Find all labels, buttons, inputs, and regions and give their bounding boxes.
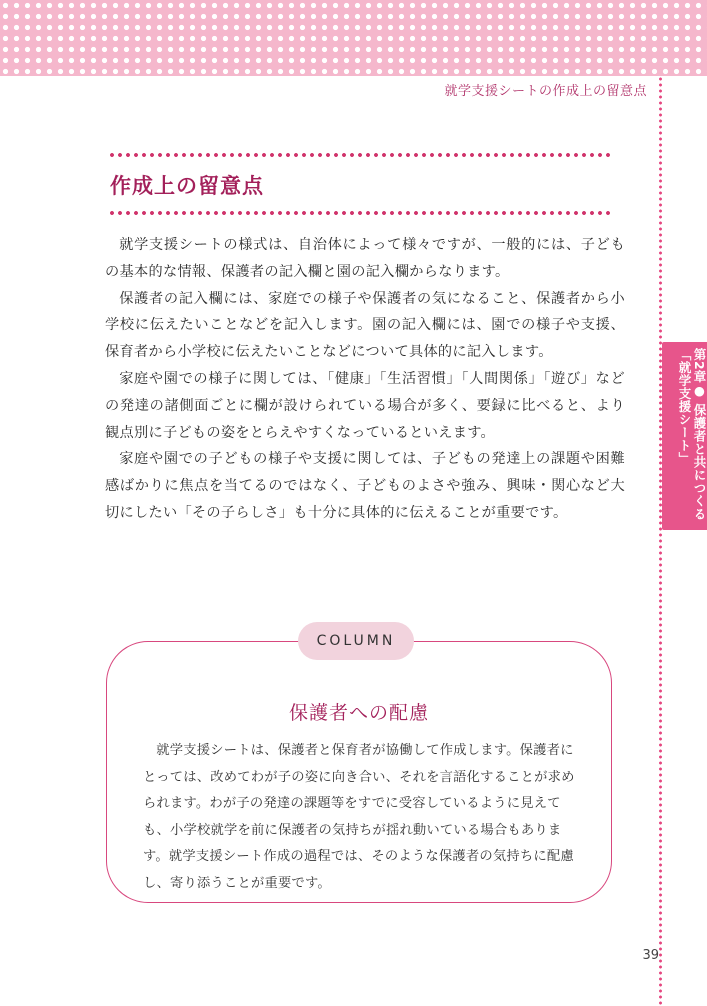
column-title: 保護者への配慮 (288, 702, 429, 724)
body-text (105, 232, 625, 527)
page-number: 39 (642, 948, 659, 963)
chapter-tab-label: 第2章● 保護者と共につくる「就学支援シート」 (677, 348, 707, 521)
column-label-pill: COLUMN (298, 622, 414, 660)
body-paragraph: 家庭や園での子どもの様子や支援に関しては、子どもの発達上の課題や困難感ばかりに焦点を当てるのではなく、子どものよさや強み、興味・関心など大切にしたい「その子らしさ」も十分に具体的に伝えることが重要です。 (105, 451, 625, 521)
column-paragraph: 就学支援シートは、保護者と保育者が協働して作成します。保護者にとっては、改めてわが子の姿に向き合い、それを言語化することが求められます。わが子の発達の課題等をすでに受容しているように見えても、小学校就学を前に保護者の気持ちが揺れ動いている場合もあります。就学支援シート作成の過程では、そのような保護者の気持ちに配慮し、寄り添うことが重要です。 (143, 743, 575, 891)
title-dotted-rule-top (108, 153, 613, 157)
section-title: 作成上の留意点 (110, 174, 264, 198)
body-paragraph: 就学支援シートの様式は、自治体によって様々ですが、一般的には、子どもの基本的な情報、保護者の記入欄と園の記入欄からなります。 (105, 237, 625, 280)
body-paragraph: 家庭や園での様子に関しては、「健康」「生活習慣」「人間関係」「遊び」などの発達の諸側面ごとに欄が設けられている場合が多く、要録に比べると、より観点別に子どもの姿をとらえやすくなっているといえます。 (105, 370, 625, 441)
running-head: 就学支援シートの作成上の留意点 (444, 84, 647, 99)
chapter-tab[interactable] (662, 342, 707, 530)
polka-dot-header-band (0, 0, 707, 76)
body-paragraph: 保護者の記入欄には、家庭での様子や保護者の気になること、保護者から小学校に伝えたいことなどを記入します。園の記入欄には、園での様子や支援、保育者から小学校に伝えたいことなどについて具体的に記入します。 (105, 290, 625, 361)
title-dotted-rule-bottom (108, 211, 613, 215)
column-text (143, 738, 583, 897)
side-dotted-rule (659, 76, 662, 1006)
